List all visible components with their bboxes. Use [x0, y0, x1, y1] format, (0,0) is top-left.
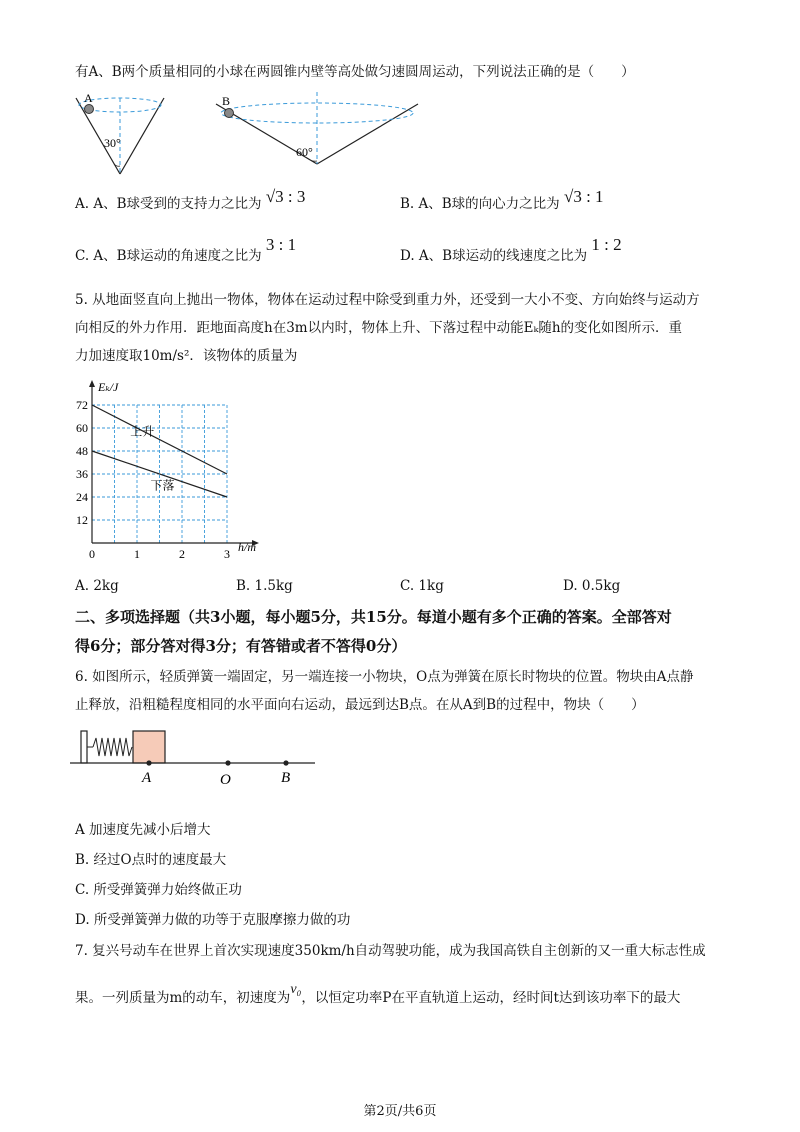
- point-a-label: A: [142, 770, 152, 786]
- y-tick-label: 24: [76, 490, 88, 504]
- q6-option-a[interactable]: A 加速度先减小后增大: [75, 822, 211, 838]
- y-axis-arrow: [89, 380, 95, 387]
- q5-option-b[interactable]: B. 1.5kg: [236, 578, 293, 594]
- y-tick-label: 60: [76, 421, 88, 435]
- cone-b-ball-label: B: [222, 94, 231, 108]
- q5-option-a[interactable]: A. 2kg: [75, 578, 119, 594]
- x-tick-label: 1: [134, 547, 140, 561]
- ek-h-chart: [60, 373, 275, 563]
- q4-option-a[interactable]: A. A、B球受到的支持力之比为 √3 : 3: [75, 187, 306, 212]
- cone-b-angle-label: 60°: [296, 145, 313, 159]
- q6-option-b[interactable]: B. 经过O点时的速度最大: [75, 852, 227, 868]
- series-label-up: 上升: [130, 424, 155, 439]
- q6-line-2: 止释放，沿粗糙程度相同的水平面向右运动，最远到达B点。在从A到B的过程中，物块（ ）: [75, 697, 645, 713]
- section-2-heading-line-2: 得6分；部分答对得3分；有答错或者不答得0分）: [75, 637, 407, 655]
- x-tick-label: 2: [179, 547, 185, 561]
- q4-option-c[interactable]: C. A、B球运动的角速度之比为 3 : 1: [75, 235, 297, 264]
- section-2-heading-line-1: 二、多项选择题（共3小题，每小题5分，共15分。每道小题有多个正确的答案。全部答对: [75, 608, 672, 626]
- x-tick-label: 0: [89, 547, 95, 561]
- q4-option-b[interactable]: B. A、B球的向心力之比为 √3 : 1: [400, 187, 604, 212]
- series-label-down: 下落: [150, 478, 175, 493]
- chart-y-axis-label: Eₖ/J: [98, 380, 119, 394]
- q4-option-d[interactable]: D. A、B球运动的线速度之比为 1 : 2: [400, 235, 622, 264]
- block: [133, 731, 165, 763]
- q5-line-3: 力加速度取10m/s²．该物体的质量为: [75, 348, 298, 364]
- point-o-label: O: [220, 772, 231, 788]
- page-number-footer: 第2页/共6页: [363, 1104, 437, 1119]
- q6-line-1: 6. 如图所示，轻质弹簧一端固定，另一端连接一小物块，O点为弹簧在原长时物块的位置。物块由A点静: [75, 669, 694, 685]
- point-b-label: B: [281, 770, 291, 786]
- q7-line-1: 7. 复兴号动车在世界上首次实现速度350km/h自动驾驶功能，成为我国高铁自主创新的又一重大标志性成: [75, 943, 706, 959]
- q4-stem: 有A、B两个质量相同的小球在两圆锥内壁等高处做匀速圆周运动，下列说法正确的是（ ）: [75, 64, 635, 80]
- cone-a-angle-label: 30°: [104, 136, 121, 150]
- y-tick-label: 48: [76, 444, 88, 458]
- q5-line-1: 5. 从地面竖直向上抛出一物体，物体在运动过程中除受到重力外，还受到一大小不变、方向始终与运动方: [75, 292, 700, 308]
- x-tick-label: 3: [224, 547, 230, 561]
- q5-line-2: 向相反的外力作用．距地面高度h在3m以内时，物体上升、下落过程中动能Eₖ随h的变化如图所示．重: [75, 320, 683, 336]
- y-tick-label: 12: [76, 513, 88, 527]
- spring-block-diagram: [70, 726, 320, 788]
- y-tick-label: 36: [76, 467, 88, 481]
- chart-x-axis-label: h/m: [238, 540, 256, 554]
- q5-option-c[interactable]: C. 1kg: [400, 578, 444, 594]
- q5-option-d[interactable]: D. 0.5kg: [563, 578, 621, 594]
- cone-figure-a: [70, 88, 170, 178]
- y-tick-label: 72: [76, 398, 88, 412]
- q6-option-c[interactable]: C. 所受弹簧弹力始终做正功: [75, 882, 242, 898]
- cone-figure-b: [210, 92, 430, 172]
- cone-a-ball-label: A: [84, 91, 93, 105]
- spring-coil: [93, 738, 132, 756]
- q7-line-2: 果。一列质量为m的动车，初速度为v₀，以恒定功率P在平直轨道上运动，经时间t达到该功率下的最大: [75, 982, 681, 1006]
- wall: [81, 731, 87, 763]
- q6-option-d[interactable]: D. 所受弹簧弹力做的功等于克服摩擦力做的功: [75, 912, 351, 928]
